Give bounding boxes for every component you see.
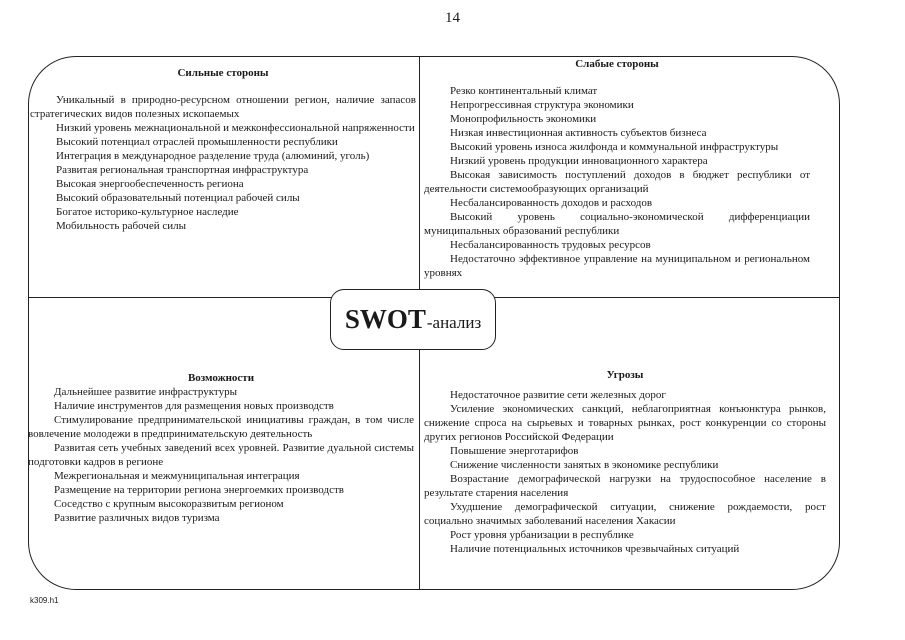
list-item: Межрегиональная и межмуниципальная интеграция: [54, 470, 300, 482]
list-item: Ухудшение демографической ситуации, снижение рождаемости, рост социально значимых заболеваний населения Хакасии: [424, 501, 826, 527]
list-item: Низкий уровень межнациональной и межконфессиональной напряженности: [56, 122, 415, 134]
weaknesses-list: [424, 84, 810, 280]
swot-sub-text: -анализ: [426, 312, 482, 332]
list-item: Рост уровня урбанизации в республике: [450, 529, 634, 541]
list-item: Повышение энерготарифов: [450, 445, 579, 457]
list-item: Высокий потенциал отраслей промышленности республики: [56, 136, 338, 148]
list-item: Несбалансированность доходов и расходов: [450, 197, 653, 209]
swot-center-label: [330, 289, 496, 350]
list-item: Интеграция в международное разделение труда (алюминий, уголь): [56, 150, 370, 162]
list-item: Мобильность рабочей силы: [56, 220, 187, 232]
list-item: Высокая энергообеспеченность региона: [56, 178, 244, 190]
list-item: Высокий образовательный потенциал рабочей силы: [56, 192, 300, 204]
list-item: Резко континентальный климат: [450, 85, 598, 97]
swot-main-text: SWOT: [344, 304, 426, 334]
list-item: Развитая региональная транспортная инфраструктура: [56, 164, 309, 176]
list-item: Возрастание демографической нагрузки на трудоспособное население в результате старения населения: [424, 473, 826, 499]
threats-quadrant: [424, 368, 826, 556]
opportunities-list: [28, 385, 414, 525]
list-item: Соседство с крупным высокоразвитым регионом: [54, 498, 284, 510]
list-item: Богатое историко-культурное наследие: [56, 206, 239, 218]
weaknesses-title: Слабые стороны: [575, 58, 659, 70]
list-item: Несбалансированность трудовых ресурсов: [450, 239, 651, 251]
list-item: Развитая сеть учебных заведений всех уровней. Развитие дуальной системы подготовки кадров в регионе: [28, 442, 414, 468]
opportunities-title: Возможности: [187, 372, 255, 384]
list-item: Снижение численности занятых в экономике республики: [450, 459, 719, 471]
strengths-quadrant: [30, 66, 416, 233]
opportunities-quadrant: [28, 371, 414, 525]
list-item: Непрогрессивная структура экономики: [450, 99, 634, 111]
list-item: Недостаточно эффективное управление на муниципальном и региональном уровнях: [424, 253, 810, 279]
list-item: Наличие инструментов для размещения новых производств: [54, 400, 334, 412]
list-item: Недостаточное развитие сети железных дорог: [450, 389, 666, 401]
list-item: Высокая зависимость поступлений доходов в бюджет республики от деятельности системообразующих организаций: [424, 169, 810, 195]
list-item: Наличие потенциальных источников чрезвычайных ситуаций: [450, 543, 740, 555]
threats-list: [424, 388, 826, 556]
list-item: Низкая инвестиционная активность субъектов бизнеса: [450, 127, 707, 139]
list-item: Развитие различных видов туризма: [54, 512, 220, 524]
list-item: Монопрофильность экономики: [450, 113, 597, 125]
list-item: Высокий уровень износа жилфонда и коммунальной инфраструктуры: [450, 141, 779, 153]
strengths-title: Сильные стороны: [177, 67, 269, 79]
list-item: Усиление экономических санкций, неблагоприятная конъюнктура рынков, снижение спроса на сырьевых и товарных рынках, рост конкуренции со стороны других регионов Российской Федерации: [424, 403, 826, 443]
list-item: Размещение на территории региона энергоемких производств: [54, 484, 344, 496]
threats-title: Угрозы: [606, 369, 644, 381]
footer-note: k309.h1: [30, 596, 59, 605]
list-item: Уникальный в природно-ресурсном отношении регион, наличие запасов стратегических видов полезных ископаемых: [30, 94, 416, 120]
page-number: 14: [445, 10, 460, 26]
list-item: Высокий уровень социально-экономической дифференциации муниципальных образований республики: [424, 211, 810, 237]
list-item: Низкий уровень продукции инновационного характера: [450, 155, 708, 167]
list-item: Дальнейшее развитие инфраструктуры: [54, 386, 237, 398]
strengths-list: [30, 93, 416, 233]
weaknesses-quadrant: [424, 57, 810, 280]
list-item: Стимулирование предпринимательской инициативы граждан, в том числе вовлечение молодежи в предпринимательскую деятельность: [28, 414, 414, 440]
